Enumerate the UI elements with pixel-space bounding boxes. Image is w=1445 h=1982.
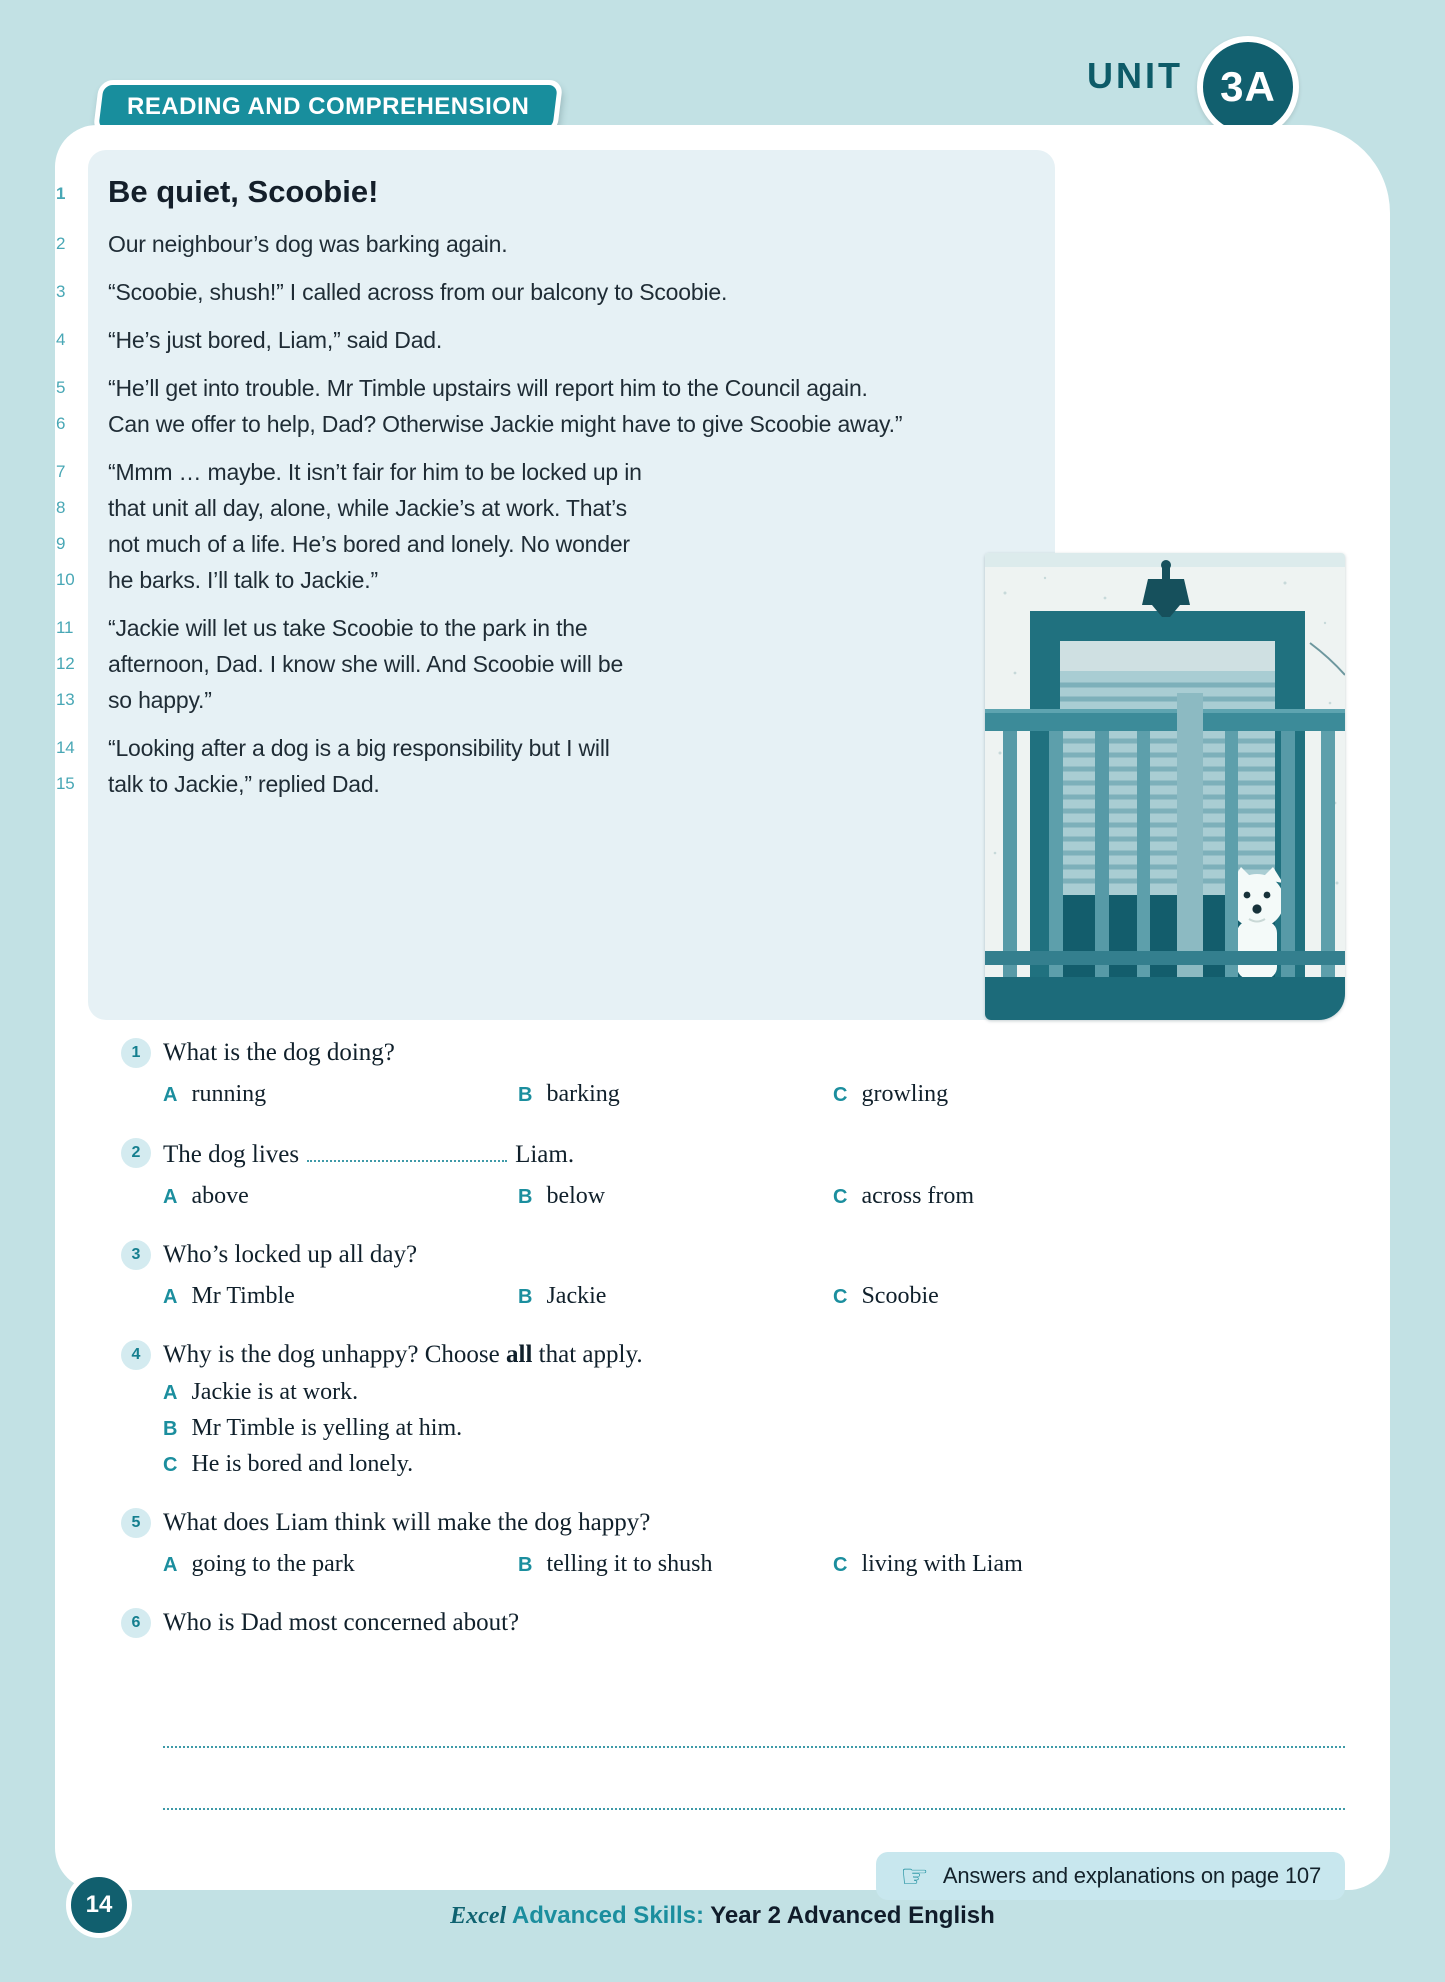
- passage-line: [56, 562, 1055, 598]
- option-item[interactable]: [833, 1280, 1345, 1312]
- option-letter: A: [163, 1382, 178, 1404]
- option-label: Jackie is at work.: [191, 1379, 359, 1405]
- option-item[interactable]: [163, 1376, 1345, 1408]
- passage-panel: [56, 150, 1055, 1020]
- question-header: [121, 1238, 1345, 1272]
- question-item: [121, 1506, 1345, 1580]
- passage-paragraph: [56, 274, 1055, 310]
- passage-line-number: 11: [56, 618, 74, 637]
- option-item[interactable]: [518, 1180, 833, 1212]
- option-label: living with Liam: [861, 1551, 1023, 1577]
- passage-line-text: “He’ll get into trouble. Mr Timble upstairs will report him to the Council again.: [108, 375, 868, 401]
- question-header: [121, 1036, 1345, 1070]
- page-number-badge: 14: [66, 1872, 132, 1938]
- passage-line-number: 5: [56, 378, 66, 397]
- options-group: [163, 1180, 1345, 1212]
- option-letter: A: [163, 1554, 178, 1576]
- option-label: running: [191, 1081, 267, 1107]
- passage-line: [56, 610, 1055, 646]
- option-item[interactable]: [833, 1180, 1345, 1212]
- question-header: [121, 1338, 1345, 1372]
- passage-line: [56, 490, 1055, 526]
- option-label: across from: [861, 1183, 975, 1209]
- option-label: Scoobie: [861, 1283, 939, 1309]
- option-label: below: [546, 1183, 606, 1209]
- passage-line-number: 7: [56, 462, 66, 481]
- photo-lintel: [1060, 641, 1275, 671]
- answers-note-badge[interactable]: [876, 1852, 1345, 1900]
- question-text: Why is the dog unhappy? Choose all that apply.: [163, 1341, 643, 1368]
- passage-paragraph: [56, 610, 1055, 718]
- options-group: [163, 1548, 1345, 1580]
- option-label: barking: [546, 1081, 620, 1107]
- passage-line-number: 6: [56, 414, 66, 433]
- option-letter: C: [833, 1554, 848, 1576]
- option-label: Jackie: [546, 1283, 607, 1309]
- option-label: Mr Timble is yelling at him.: [191, 1415, 463, 1441]
- passage-line-text: “Looking after a dog is a big responsibility but I will: [108, 735, 610, 761]
- question-text-bold: all: [506, 1341, 533, 1368]
- option-label: He is bored and lonely.: [191, 1451, 414, 1477]
- answer-blank[interactable]: [307, 1136, 507, 1162]
- passage-line: [56, 730, 1055, 766]
- passage-line-number: 14: [56, 738, 75, 757]
- footer-brand: Excel: [450, 1903, 507, 1929]
- option-item[interactable]: [518, 1078, 833, 1110]
- option-letter: C: [833, 1186, 848, 1208]
- option-item[interactable]: [833, 1548, 1345, 1580]
- option-letter: C: [163, 1454, 178, 1476]
- passage-line-number: 4: [56, 330, 66, 349]
- answer-line[interactable]: [163, 1748, 1345, 1810]
- passage-line-text: Our neighbour’s dog was barking again.: [108, 231, 508, 257]
- question-text: Who’s locked up all day?: [163, 1241, 418, 1268]
- question-item: [121, 1238, 1345, 1312]
- question-header: [121, 1136, 1345, 1172]
- passage-line: [56, 274, 1055, 310]
- passage-line-number: 3: [56, 282, 66, 301]
- option-label: growling: [861, 1081, 949, 1107]
- question-text: What does Liam think will make the dog happy?: [163, 1509, 651, 1536]
- passage-line: [56, 682, 1055, 718]
- question-item: [121, 1036, 1345, 1110]
- option-letter: B: [163, 1418, 178, 1440]
- passage-paragraph: [56, 226, 1055, 262]
- passage-line: [56, 322, 1055, 358]
- passage-body: [56, 226, 1055, 802]
- option-label: going to the park: [191, 1551, 355, 1577]
- section-title-text: READING AND COMPREHENSION: [127, 93, 530, 120]
- passage-line: [56, 406, 1055, 442]
- passage-paragraph: [56, 322, 1055, 358]
- option-letter: A: [163, 1186, 178, 1208]
- passage-line: [56, 226, 1055, 262]
- pointing-hand-icon: ☞: [900, 1858, 929, 1894]
- question-item: [121, 1338, 1345, 1480]
- question-text: What is the dog doing?: [163, 1039, 395, 1066]
- unit-badge-text: 3A: [1220, 63, 1276, 110]
- options-group: [163, 1280, 1345, 1312]
- unit-label: UNIT: [1087, 55, 1183, 96]
- passage-paragraph: [56, 454, 1055, 598]
- option-item[interactable]: [163, 1280, 518, 1312]
- passage-paragraph: [56, 370, 1055, 442]
- option-item[interactable]: [163, 1412, 1345, 1444]
- passage-line: [56, 646, 1055, 682]
- passage-line-number: 1: [56, 184, 66, 203]
- passage-line-text: “Jackie will let us take Scoobie to the park in the: [108, 615, 588, 641]
- passage-line: [56, 526, 1055, 562]
- question-text: Who is Dad most concerned about?: [163, 1609, 520, 1636]
- passage-line: [56, 766, 1055, 802]
- option-letter: B: [518, 1286, 533, 1308]
- passage-line-text: that unit all day, alone, while Jackie’s at work. That’s: [108, 495, 627, 521]
- passage-paragraph: [56, 730, 1055, 802]
- option-item[interactable]: [163, 1180, 518, 1212]
- options-group: [121, 1376, 1345, 1480]
- question-item: [121, 1136, 1345, 1212]
- question-header: [121, 1506, 1345, 1540]
- footer-series: Advanced Skills:: [506, 1902, 711, 1929]
- passage-line-number: 9: [56, 534, 66, 553]
- option-letter: B: [518, 1084, 533, 1106]
- passage-line-number: 12: [56, 654, 75, 673]
- option-item[interactable]: [163, 1548, 518, 1580]
- unit-badge: [1197, 36, 1299, 138]
- passage-line-number: 8: [56, 498, 66, 517]
- options-group: [163, 1078, 1345, 1110]
- questions-section: [121, 1036, 1345, 1810]
- question-item: [121, 1606, 1345, 1810]
- passage-line-text: he barks. I’ll talk to Jackie.”: [108, 567, 378, 593]
- passage-line-number: 2: [56, 234, 66, 253]
- question-text: The dog lives Liam.: [163, 1136, 574, 1172]
- passage-line-text: “Mmm … maybe. It isn’t fair for him to be locked up in: [108, 459, 642, 485]
- question-number-badge: 5: [121, 1508, 151, 1538]
- option-item[interactable]: [518, 1548, 833, 1580]
- answer-lines-area: [163, 1686, 1345, 1810]
- passage-line-text: so happy.”: [108, 687, 212, 713]
- question-number-badge: 3: [121, 1240, 151, 1270]
- question-header: [121, 1606, 1345, 1640]
- option-letter: B: [518, 1186, 533, 1208]
- photo-balcony-wall: [985, 977, 1345, 1020]
- passage-line: [56, 454, 1055, 490]
- passage-line-number: 10: [56, 570, 75, 589]
- option-letter: C: [833, 1084, 848, 1106]
- dog-balcony-photo: [985, 553, 1345, 1020]
- answer-line[interactable]: [163, 1686, 1345, 1748]
- passage-line-text: not much of a life. He’s bored and lonely. No wonder: [108, 531, 630, 557]
- option-letter: C: [833, 1286, 848, 1308]
- option-item[interactable]: [163, 1078, 518, 1110]
- option-letter: B: [518, 1554, 533, 1576]
- passage-line-number: 13: [56, 690, 75, 709]
- option-label: Mr Timble: [191, 1283, 295, 1309]
- passage-line-number: 15: [56, 774, 75, 793]
- photo-lower-rail: [985, 951, 1345, 965]
- question-number-badge: 1: [121, 1038, 151, 1068]
- question-number-badge: 6: [121, 1608, 151, 1638]
- passage-title: 1 Be quiet, Scoobie!: [108, 174, 1055, 210]
- passage-line-text: Can we offer to help, Dad? Otherwise Jackie might have to give Scoobie away.”: [108, 411, 903, 437]
- passage-line: [56, 370, 1055, 406]
- passage-line-text: “Scoobie, shush!” I called across from our balcony to Scoobie.: [108, 279, 728, 305]
- option-label: above: [191, 1183, 249, 1209]
- photo-top-rail: [985, 711, 1345, 731]
- content-card: [55, 125, 1390, 1894]
- question-number-badge: 2: [121, 1138, 151, 1168]
- question-number-badge: 4: [121, 1340, 151, 1370]
- option-letter: A: [163, 1084, 178, 1106]
- option-item[interactable]: [518, 1280, 833, 1312]
- footer-book: Year 2 Advanced English: [710, 1902, 995, 1929]
- option-letter: A: [163, 1286, 178, 1308]
- option-item[interactable]: [833, 1078, 1345, 1110]
- passage-line-text: talk to Jackie,” replied Dad.: [108, 771, 380, 797]
- answers-note-text: Answers and explanations on page 107: [942, 1863, 1321, 1888]
- footer-title: [0, 1902, 1445, 1930]
- passage-line-text: afternoon, Dad. I know she will. And Scoobie will be: [108, 651, 624, 677]
- option-label: telling it to shush: [546, 1551, 713, 1577]
- passage-line-text: “He’s just bored, Liam,” said Dad.: [108, 327, 443, 353]
- option-item[interactable]: [163, 1448, 1345, 1480]
